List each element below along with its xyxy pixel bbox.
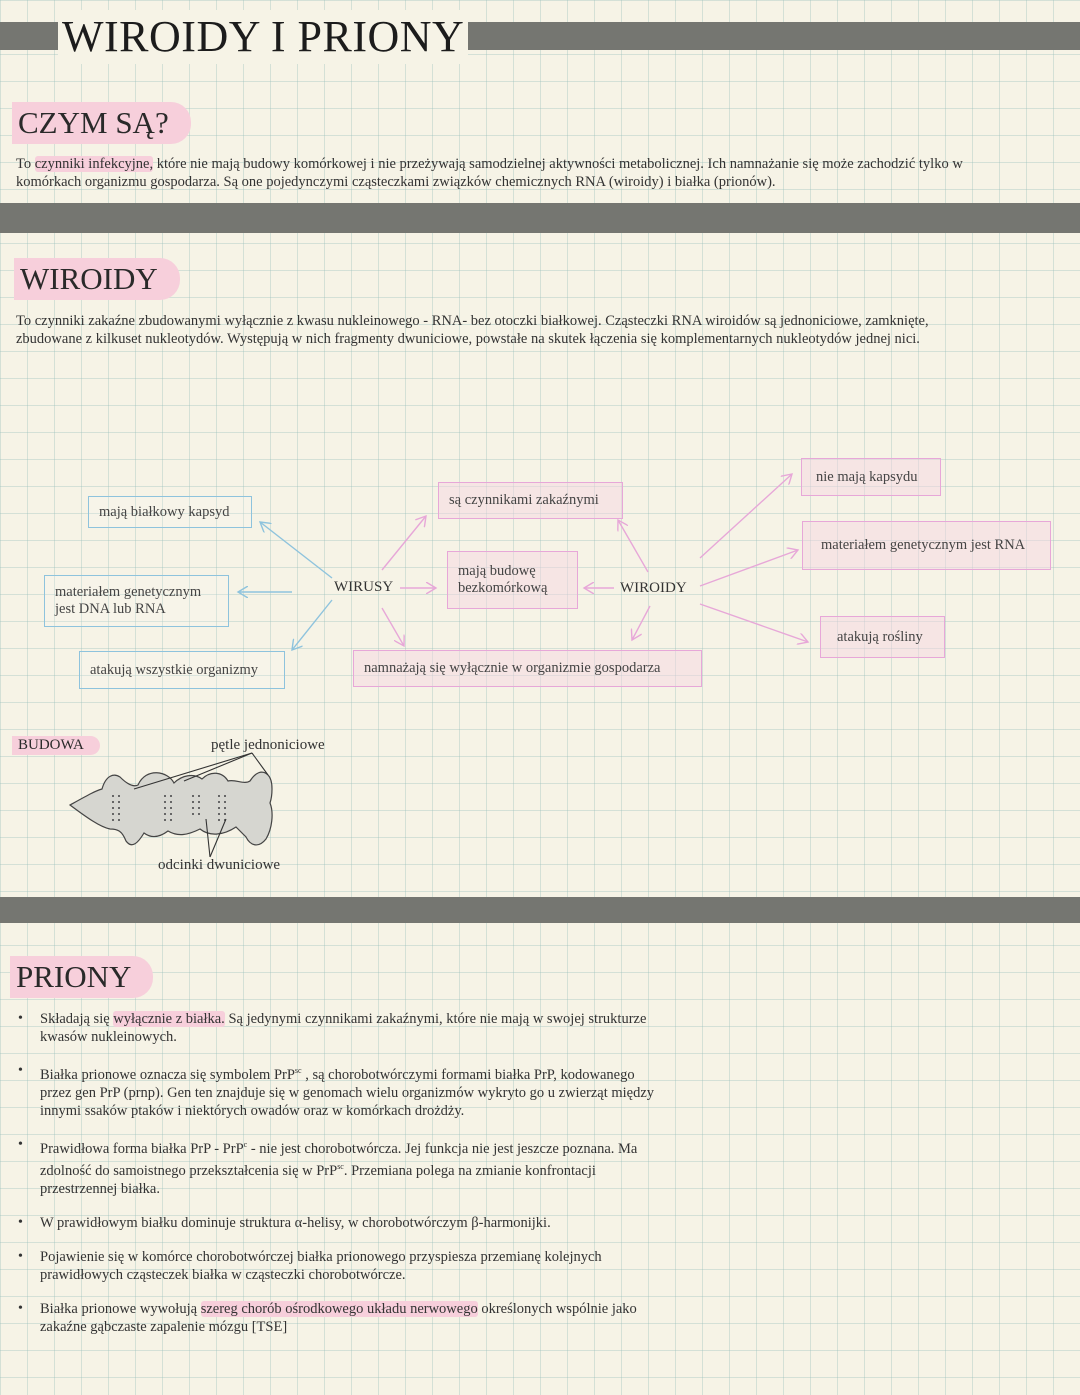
divider-bar-2 [0, 897, 1080, 923]
wiroidy-feature-box: materiałem genetycznym jest RNA [802, 521, 1051, 570]
wirusy-feature-box: atakują wszystkie organizmy [79, 651, 285, 689]
highlight-czynniki: czynniki infekcyjne, [34, 156, 154, 172]
header-bar-left-cap [0, 22, 60, 50]
section-heading-czym: CZYM SĄ? [12, 102, 191, 144]
list-item: • Białka prionowe oznacza się symbolem PrP$^{sc}$ , są chorobotwórczymi formami białka PrP, kodowanego przez gen PrP (prnp). Gen ten znajduje się w genomach wielu organizmów wykryto go u zwierząt między innymi ssaków ptaków i niektórych owadów oraz w komórkach drożdży. [18, 1062, 658, 1120]
diagram-node-wiroidy: WIROIDY [620, 580, 687, 596]
list-item: • W prawidłowym białku dominuje struktura α-helisy, w chorobotwórczym β-harmonijki. [18, 1214, 658, 1232]
wiroidy-feature-box: atakują rośliny [820, 616, 945, 658]
wirusy-feature-box: materiałem genetycznym jest DNA lub RNA [44, 575, 229, 627]
list-item: • Prawidłowa forma białka PrP - PrP$^c$ - nie jest chorobotwórcza. Jej funkcja nie jest jeszcze poznana. Ma zdolność do samoistnego przekształcenia się w PrP$^{sc}$. Przemiana polega na zmianie konfrontacji przestrzennej białka. [18, 1136, 658, 1198]
czym-paragraph: To czynniki infekcyjne, które nie mają budowy komórkowej i nie przeżywają samodzielnej aktywności metabolicznej. Ich namnażanie się może zachodzić tylko w komórkach organizmu gospodarza. Są one pojedynczymi cząsteczkami związków chemicznych RNA (wiroidy) i białka (prionów). [16, 156, 963, 190]
wirusy-feature-box: mają białkowy kapsyd [88, 496, 252, 528]
common-feature-box: są czynnikami zakaźnymi [438, 482, 623, 519]
page-title: WIROIDY I PRIONY [58, 10, 468, 64]
section-heading-wiroidy: WIROIDY [14, 258, 180, 300]
common-feature-box: namnażają się wyłącznie w organizmie gospodarza [353, 650, 702, 687]
list-item: • Składają się wyłącznie z białka. Są jedynymi czynnikami zakaźnymi, które nie mają w swojej strukturze kwasów nukleinowych. [18, 1010, 658, 1046]
viroid-structure-drawing [60, 745, 290, 860]
wiroidy-paragraph: To czynniki zakaźne zbudowanymi wyłącznie z kwasu nukleinowego - RNA- bez otoczki białkowej. Cząsteczki RNA wiroidów są jednoniciowe, zamknięte, zbudowane z kilkuset nukleotydów. Występują w nich fragmenty dwuniciowe, powstałe na skutek łączenia się komplementarnych nukleotydów jednej nici. [16, 313, 929, 347]
double-strand-label: odcinki dwuniciowe [158, 857, 281, 873]
loops-label: pętle jednoniciowe [211, 737, 325, 753]
list-item: • Białka prionowe wywołują szereg chorób ośrodkowego układu nerwowego określonych wspólnie jako zakaźne gąbczaste zapalenie mózgu [TSE] [18, 1300, 658, 1336]
highlight-choroby: szereg chorób ośrodkowego układu nerwowego [200, 1301, 478, 1317]
list-item: • Pojawienie się w komórce chorobotwórczej białka prionowego przyspiesza przemianę kolejnych prawidłowych cząsteczek białka w cząsteczki chorobotwórcze. [18, 1248, 658, 1284]
common-feature-box: mają budowę bezkomórkową [447, 551, 578, 609]
priony-list [18, 1010, 658, 1352]
diagram-node-wirusy: WIRUSY [334, 579, 394, 595]
wiroidy-feature-box: nie mają kapsydu [801, 458, 941, 496]
divider-bar-1 [0, 203, 1080, 233]
highlight-bialka: wyłącznie z białka. [113, 1011, 225, 1027]
budowa-label: BUDOWA [12, 736, 100, 755]
section-heading-priony: PRIONY [10, 956, 153, 998]
